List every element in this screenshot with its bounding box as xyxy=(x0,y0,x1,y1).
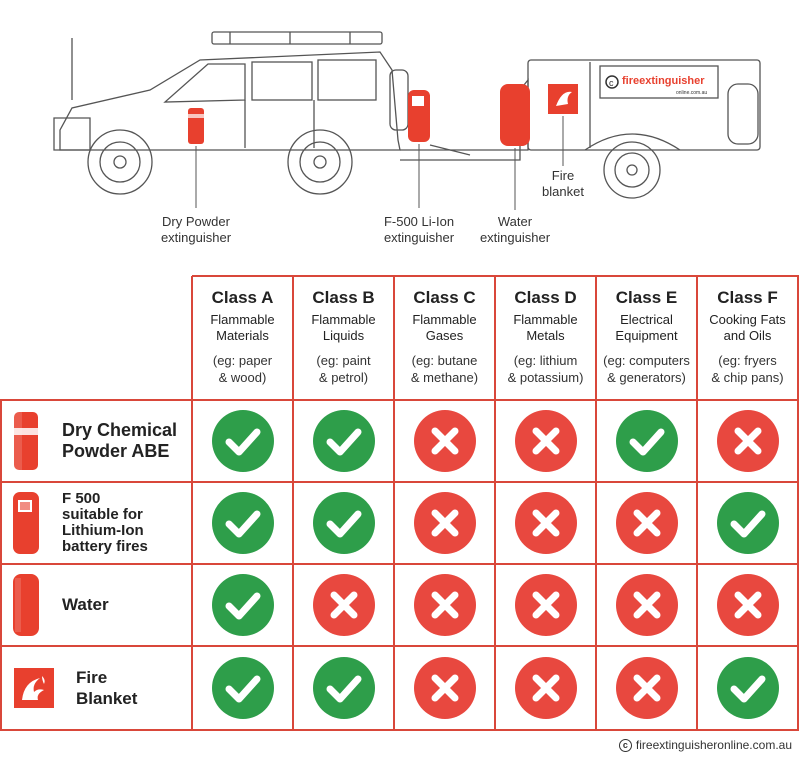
class-description xyxy=(293,312,394,344)
water-cylinder-icon xyxy=(10,572,42,638)
class-example-line: (eg: butane xyxy=(411,353,478,368)
class-example xyxy=(495,352,596,386)
callout-fire-blanket: Fire blanket xyxy=(542,168,584,199)
class-example-line: (eg: computers xyxy=(603,353,690,368)
class-description-line: Gases xyxy=(425,328,464,343)
grid-horizontal-line xyxy=(0,729,799,731)
callout-water: Water extinguisher xyxy=(479,214,551,245)
grid-horizontal-line xyxy=(0,399,799,401)
extinguisher-type xyxy=(62,491,148,555)
extinguisher-type-line: Lithium-Ion xyxy=(62,522,144,539)
check-icon xyxy=(312,491,376,555)
class-example xyxy=(192,352,293,386)
site-credit xyxy=(619,738,792,752)
extinguisher-type-line: Blanket xyxy=(76,689,138,708)
trailer-logo-brand: fireextinguisher xyxy=(622,75,705,87)
class-example-line: & wood) xyxy=(218,370,267,385)
row-label-2 xyxy=(62,482,188,564)
check-icon xyxy=(211,573,275,637)
callout-f500: F-500 Li-Ion extinguisher xyxy=(383,214,455,245)
class-description-line: Metals xyxy=(526,328,565,343)
row-label-4 xyxy=(76,646,188,730)
extinguisher-type xyxy=(62,595,109,615)
check-icon xyxy=(312,409,376,473)
row-label-1 xyxy=(62,400,188,482)
class-description xyxy=(394,312,495,344)
f500-cylinder-icon xyxy=(10,490,42,556)
class-example-line: (eg: fryers xyxy=(718,353,777,368)
fire-blanket-icon xyxy=(14,668,54,708)
header-class-2 xyxy=(293,276,394,400)
check-icon xyxy=(312,656,376,720)
class-description-line: Flammable xyxy=(412,312,477,327)
extinguisher-type-line: Water xyxy=(62,595,109,614)
class-description xyxy=(495,312,596,344)
check-icon xyxy=(716,656,780,720)
class-description xyxy=(697,312,798,344)
class-description-line: Electrical xyxy=(620,312,673,327)
site-url: fireextinguisheronline.com.au xyxy=(635,738,792,752)
class-example xyxy=(293,352,394,386)
class-example-line: & methane) xyxy=(410,370,479,385)
class-example xyxy=(697,352,798,386)
class-description-line: and Oils xyxy=(723,328,772,343)
class-description xyxy=(596,312,697,344)
class-example-line: & generators) xyxy=(607,370,686,385)
header-class-1 xyxy=(192,276,293,400)
class-name: Class C xyxy=(413,288,476,307)
extinguisher-type xyxy=(62,420,177,462)
grid-horizontal-line xyxy=(0,645,799,647)
class-example xyxy=(394,352,495,386)
svg-text:c: c xyxy=(609,78,614,88)
cross-icon xyxy=(514,491,578,555)
class-name: Class E xyxy=(615,288,678,307)
class-description-line: Cooking Fats xyxy=(709,312,786,327)
class-example-line: (eg: lithium xyxy=(513,353,578,368)
f500-extinguisher-on-car xyxy=(408,90,430,142)
cross-icon xyxy=(615,573,679,637)
cross-icon xyxy=(514,656,578,720)
grid-vertical-line xyxy=(292,276,294,730)
class-description-line: Flammable xyxy=(210,312,275,327)
dry-powder-cylinder-icon xyxy=(10,410,42,472)
header-class-6 xyxy=(697,276,798,400)
cross-icon xyxy=(413,656,477,720)
class-example-line: (eg: paper xyxy=(212,353,273,368)
grid-vertical-line xyxy=(393,276,395,730)
cross-icon xyxy=(413,491,477,555)
class-example-line: & potassium) xyxy=(507,370,584,385)
check-icon xyxy=(211,409,275,473)
grid-vertical-line xyxy=(191,276,193,730)
class-name: Class A xyxy=(211,288,274,307)
grid-vertical-line xyxy=(494,276,496,730)
extinguisher-type-line: F 500 xyxy=(62,490,101,507)
cross-icon xyxy=(514,573,578,637)
row-label-3 xyxy=(62,564,188,646)
check-icon xyxy=(211,491,275,555)
header-class-5 xyxy=(596,276,697,400)
class-name: Class F xyxy=(717,288,778,307)
cross-icon xyxy=(716,573,780,637)
extinguisher-type-line: Powder ABE xyxy=(62,441,170,461)
grid-vertical-line xyxy=(797,276,799,730)
class-description-line: Equipment xyxy=(615,328,678,343)
extinguisher-type-line: suitable for xyxy=(62,506,143,523)
class-description-line: Materials xyxy=(216,328,269,343)
dry-powder-extinguisher-on-car xyxy=(188,108,204,144)
vehicle-illustration xyxy=(0,0,800,260)
trailer-logo-sub: online.com.au xyxy=(676,90,708,96)
class-example-line: & petrol) xyxy=(318,370,369,385)
class-example-line: & chip pans) xyxy=(711,370,784,385)
grid-vertical-line xyxy=(595,276,597,730)
cross-icon xyxy=(413,573,477,637)
cross-icon xyxy=(514,409,578,473)
grid-horizontal-line xyxy=(0,563,799,565)
grid-horizontal-line xyxy=(0,481,799,483)
extinguisher-type-line: battery fires xyxy=(62,538,148,555)
fire-blanket-on-trailer xyxy=(548,84,578,114)
check-icon xyxy=(615,409,679,473)
check-icon xyxy=(716,491,780,555)
grid-left-line xyxy=(0,400,2,730)
extinguisher-type-line: Dry Chemical xyxy=(62,420,178,440)
class-example xyxy=(596,352,697,386)
copyright-icon: c xyxy=(619,739,632,752)
class-example-line: (eg: paint xyxy=(316,353,371,368)
cross-icon xyxy=(716,409,780,473)
cross-icon xyxy=(413,409,477,473)
check-icon xyxy=(211,656,275,720)
water-extinguisher-on-trailer xyxy=(500,84,530,146)
header-class-4 xyxy=(495,276,596,400)
extinguisher-type-line: Fire xyxy=(76,668,108,687)
callout-dry-powder: Dry Powder extinguisher xyxy=(160,214,232,245)
cross-icon xyxy=(615,656,679,720)
extinguisher-class-table xyxy=(0,276,800,732)
class-name: Class D xyxy=(514,288,577,307)
class-name: Class B xyxy=(312,288,375,307)
header-class-3 xyxy=(394,276,495,400)
grid-horizontal-line xyxy=(192,275,799,277)
cross-icon xyxy=(312,573,376,637)
cross-icon xyxy=(615,491,679,555)
grid-vertical-line xyxy=(696,276,698,730)
extinguisher-type xyxy=(76,667,137,709)
class-description-line: Liquids xyxy=(322,328,365,343)
class-description-line: Flammable xyxy=(513,312,578,327)
class-description xyxy=(192,312,293,344)
class-description-line: Flammable xyxy=(311,312,376,327)
